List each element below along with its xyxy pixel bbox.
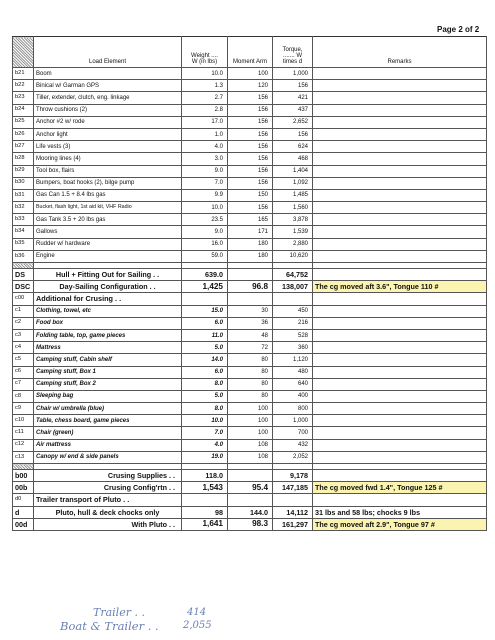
- moment-arm-value: 171: [228, 226, 273, 238]
- row-id: b22: [13, 80, 34, 92]
- header-weight-text: Weight .... W (in lbs): [191, 53, 218, 65]
- load-element: Chair (green): [34, 427, 182, 439]
- weight-value: 17.0: [182, 116, 228, 128]
- remarks-cell: The cg moved aft 3.6", Tongue 110 #: [313, 281, 487, 293]
- torque-value: 64,752: [273, 269, 313, 281]
- torque-value: 450: [273, 305, 313, 317]
- row-id: c8: [13, 390, 34, 402]
- load-element: Air mattress: [34, 439, 182, 451]
- row-id: c7: [13, 378, 34, 390]
- moment-arm-value: 72: [228, 342, 273, 354]
- weight-value: 1.3: [182, 80, 228, 92]
- load-element: Tiller, extender, clutch, eng. linkage: [34, 92, 182, 104]
- moment-arm-value: 156: [228, 202, 273, 214]
- row-id: c13: [13, 451, 34, 463]
- row-id: b34: [13, 226, 34, 238]
- torque-value: 156: [273, 80, 313, 92]
- torque-value: 432: [273, 439, 313, 451]
- table-row: [13, 238, 487, 250]
- header-remarks: Remarks: [313, 37, 487, 68]
- torque-value: 421: [273, 92, 313, 104]
- torque-value: [273, 293, 313, 305]
- load-element: Day-Sailing Configuration . .: [34, 281, 182, 293]
- summary-row: [13, 269, 487, 281]
- row-id: b29: [13, 165, 34, 177]
- summary-row: [13, 506, 487, 518]
- row-id: b35: [13, 238, 34, 250]
- load-element: Camping stuff, Box 1: [34, 366, 182, 378]
- table-row: [13, 354, 487, 366]
- row-id: b28: [13, 153, 34, 165]
- remarks-cell: [313, 390, 487, 402]
- load-table: [12, 36, 487, 531]
- header-row: [13, 37, 487, 68]
- torque-value: [273, 494, 313, 506]
- table-row: [13, 403, 487, 415]
- load-element: Gallows: [34, 226, 182, 238]
- row-id: c00: [13, 293, 34, 305]
- weight-value: 4.0: [182, 141, 228, 153]
- moment-arm-value: 156: [228, 92, 273, 104]
- moment-arm-value: 156: [228, 165, 273, 177]
- torque-value: 2,652: [273, 116, 313, 128]
- row-id: 00b: [13, 482, 34, 494]
- weight-value: 15.0: [182, 305, 228, 317]
- load-element: Hull + Fitting Out for Sailing . .: [34, 269, 182, 281]
- weight-balance-sheet: [12, 36, 486, 531]
- moment-arm-value: 96.8: [228, 281, 273, 293]
- moment-arm-value: [228, 269, 273, 281]
- load-element: Pluto, hull & deck chocks only: [34, 506, 182, 518]
- table-row: [13, 128, 487, 140]
- header-id-cell: [13, 37, 34, 68]
- weight-value: 1,641: [182, 518, 228, 530]
- weight-value: 4.0: [182, 439, 228, 451]
- table-row: [13, 165, 487, 177]
- moment-arm-value: 156: [228, 128, 273, 140]
- moment-arm-value: 120: [228, 80, 273, 92]
- weight-value: 2.8: [182, 104, 228, 116]
- section-row: [13, 494, 487, 506]
- torque-value: 528: [273, 329, 313, 341]
- remarks-cell: [313, 470, 487, 482]
- load-element: Canopy w/ end & side panels: [34, 451, 182, 463]
- table-row: [13, 427, 487, 439]
- remarks-cell: [313, 354, 487, 366]
- torque-value: 161,297: [273, 518, 313, 530]
- torque-value: 360: [273, 342, 313, 354]
- load-element: Folding table, top, game pieces: [34, 329, 182, 341]
- load-element: Gas Tank 3.5 + 20 lbs gas: [34, 214, 182, 226]
- weight-value: [182, 494, 228, 506]
- moment-arm-value: 36: [228, 317, 273, 329]
- torque-value: 10,620: [273, 250, 313, 262]
- load-element: Sleeping bag: [34, 390, 182, 402]
- row-id: d: [13, 506, 34, 518]
- row-id: c3: [13, 329, 34, 341]
- table-row: [13, 317, 487, 329]
- weight-value: 3.0: [182, 153, 228, 165]
- moment-arm-value: 165: [228, 214, 273, 226]
- torque-value: 1,092: [273, 177, 313, 189]
- table-row: [13, 451, 487, 463]
- remarks-cell: [313, 342, 487, 354]
- row-id: c1: [13, 305, 34, 317]
- load-element: Bumpers, boat hooks (2), bilge pump: [34, 177, 182, 189]
- weight-value: 1,543: [182, 482, 228, 494]
- torque-value: 640: [273, 378, 313, 390]
- remarks-cell: The cg moved fwd 1.4", Tongue 125 #: [313, 482, 487, 494]
- remarks-cell: [313, 427, 487, 439]
- header-load-element: Load Element: [34, 37, 182, 68]
- weight-value: 14.0: [182, 354, 228, 366]
- table-row: [13, 415, 487, 427]
- summary-row: [13, 281, 487, 293]
- weight-value: 6.0: [182, 317, 228, 329]
- moment-arm-value: 180: [228, 250, 273, 262]
- moment-arm-value: 108: [228, 451, 273, 463]
- row-id: b26: [13, 128, 34, 140]
- row-id: b36: [13, 250, 34, 262]
- moment-arm-value: 150: [228, 189, 273, 201]
- torque-value: 480: [273, 366, 313, 378]
- summary-row: [13, 518, 487, 530]
- header-weight: [182, 37, 228, 68]
- load-element: Crusing Config'rtn . .: [34, 482, 182, 494]
- load-element: Gas Can 1.5 + 8.4 lbs gas: [34, 189, 182, 201]
- row-id: b21: [13, 68, 34, 80]
- weight-value: 8.0: [182, 403, 228, 415]
- weight-value: 5.0: [182, 390, 228, 402]
- torque-value: 14,112: [273, 506, 313, 518]
- moment-arm-value: 95.4: [228, 482, 273, 494]
- weight-value: 7.0: [182, 177, 228, 189]
- load-element: Clothing, towel, etc: [34, 305, 182, 317]
- load-element: Engine: [34, 250, 182, 262]
- remarks-cell: [313, 128, 487, 140]
- table-row: [13, 177, 487, 189]
- torque-value: 400: [273, 390, 313, 402]
- load-element: Camping stuff, Box 2: [34, 378, 182, 390]
- load-element: Trailer transport of Pluto . .: [34, 494, 182, 506]
- row-id: b00: [13, 470, 34, 482]
- weight-value: 11.0: [182, 329, 228, 341]
- row-id: b24: [13, 104, 34, 116]
- row-id: b30: [13, 177, 34, 189]
- row-id: 00d: [13, 518, 34, 530]
- load-element: Anchor light: [34, 128, 182, 140]
- torque-value: 156: [273, 128, 313, 140]
- handwritten-trailer-label: Trailer . .: [93, 606, 145, 619]
- remarks-cell: [313, 202, 487, 214]
- row-id: c5: [13, 354, 34, 366]
- handwritten-trailer-value: 414: [187, 607, 207, 618]
- moment-arm-value: 80: [228, 378, 273, 390]
- torque-value: 138,007: [273, 281, 313, 293]
- remarks-cell: [313, 214, 487, 226]
- row-id: b32: [13, 202, 34, 214]
- weight-value: 10.0: [182, 68, 228, 80]
- torque-value: 624: [273, 141, 313, 153]
- table-row: [13, 390, 487, 402]
- row-id: d0: [13, 494, 34, 506]
- moment-arm-value: 156: [228, 153, 273, 165]
- handwritten-boat-trailer-value: 2,055: [183, 620, 212, 631]
- moment-arm-value: 80: [228, 366, 273, 378]
- moment-arm-value: 156: [228, 104, 273, 116]
- remarks-cell: [313, 68, 487, 80]
- torque-value: 2,880: [273, 238, 313, 250]
- load-element: Anchor #2 w/ rode: [34, 116, 182, 128]
- row-id: DSC: [13, 281, 34, 293]
- header-torque: [273, 37, 313, 68]
- table-row: [13, 68, 487, 80]
- row-id: c6: [13, 366, 34, 378]
- moment-arm-value: 98.3: [228, 518, 273, 530]
- remarks-cell: [313, 494, 487, 506]
- table-row: [13, 141, 487, 153]
- remarks-cell: [313, 104, 487, 116]
- row-id: b31: [13, 189, 34, 201]
- header-moment-arm: Moment Arm: [228, 37, 273, 68]
- load-element: Binical w/ Garman GPS: [34, 80, 182, 92]
- torque-value: 1,560: [273, 202, 313, 214]
- row-id: b25: [13, 116, 34, 128]
- torque-value: 1,000: [273, 415, 313, 427]
- load-element: Mattress: [34, 342, 182, 354]
- weight-value: [182, 293, 228, 305]
- table-row: [13, 342, 487, 354]
- torque-value: 1,120: [273, 354, 313, 366]
- table-row: [13, 92, 487, 104]
- load-element: Table, chess board, game pieces: [34, 415, 182, 427]
- load-element: Crusing Supplies . .: [34, 470, 182, 482]
- row-id: b23: [13, 92, 34, 104]
- remarks-cell: [313, 439, 487, 451]
- table-row: [13, 116, 487, 128]
- torque-value: 2,052: [273, 451, 313, 463]
- moment-arm-value: 100: [228, 415, 273, 427]
- weight-value: 8.0: [182, 378, 228, 390]
- torque-value: 468: [273, 153, 313, 165]
- torque-value: 3,878: [273, 214, 313, 226]
- load-element: Mooring lines (4): [34, 153, 182, 165]
- remarks-cell: [313, 189, 487, 201]
- torque-value: 1,404: [273, 165, 313, 177]
- torque-value: 1,539: [273, 226, 313, 238]
- remarks-cell: [313, 415, 487, 427]
- moment-arm-value: 100: [228, 68, 273, 80]
- load-element: Boom: [34, 68, 182, 80]
- weight-value: 10.0: [182, 202, 228, 214]
- moment-arm-value: 30: [228, 305, 273, 317]
- weight-value: 1.0: [182, 128, 228, 140]
- weight-value: 1,425: [182, 281, 228, 293]
- remarks-cell: [313, 238, 487, 250]
- weight-value: 9.0: [182, 226, 228, 238]
- table-row: [13, 104, 487, 116]
- torque-value: 437: [273, 104, 313, 116]
- remarks-cell: [313, 305, 487, 317]
- torque-value: 800: [273, 403, 313, 415]
- header-torque-text: Torque, ....... W times d: [282, 47, 303, 65]
- moment-arm-value: 156: [228, 141, 273, 153]
- weight-value: 16.0: [182, 238, 228, 250]
- weight-value: 9.0: [182, 165, 228, 177]
- remarks-cell: [313, 329, 487, 341]
- moment-arm-value: 180: [228, 238, 273, 250]
- remarks-cell: 31 lbs and 58 lbs; chocks 9 lbs: [313, 506, 487, 518]
- weight-value: 118.0: [182, 470, 228, 482]
- remarks-cell: [313, 451, 487, 463]
- row-id: c2: [13, 317, 34, 329]
- load-element: Rudder w/ hardware: [34, 238, 182, 250]
- remarks-cell: [313, 403, 487, 415]
- table-row: [13, 153, 487, 165]
- moment-arm-value: 80: [228, 390, 273, 402]
- row-id: c9: [13, 403, 34, 415]
- table-row: [13, 366, 487, 378]
- remarks-cell: [313, 366, 487, 378]
- remarks-cell: The cg moved aft 2.9", Tongue 97 #: [313, 518, 487, 530]
- weight-value: 19.0: [182, 451, 228, 463]
- torque-value: 147,185: [273, 482, 313, 494]
- row-id: c4: [13, 342, 34, 354]
- moment-arm-value: 100: [228, 403, 273, 415]
- summary-row: [13, 482, 487, 494]
- row-id: b27: [13, 141, 34, 153]
- weight-value: 6.0: [182, 366, 228, 378]
- moment-arm-value: 156: [228, 116, 273, 128]
- weight-value: 2.7: [182, 92, 228, 104]
- remarks-cell: [313, 317, 487, 329]
- weight-value: 59.0: [182, 250, 228, 262]
- table-row: [13, 80, 487, 92]
- table-row: [13, 250, 487, 262]
- weight-value: 639.0: [182, 269, 228, 281]
- remarks-cell: [313, 92, 487, 104]
- weight-value: 10.0: [182, 415, 228, 427]
- weight-value: 5.0: [182, 342, 228, 354]
- load-element: Life vests (3): [34, 141, 182, 153]
- table-row: [13, 214, 487, 226]
- table-row: [13, 329, 487, 341]
- moment-arm-value: 156: [228, 177, 273, 189]
- remarks-cell: [313, 80, 487, 92]
- torque-value: 216: [273, 317, 313, 329]
- remarks-cell: [313, 177, 487, 189]
- weight-value: 7.0: [182, 427, 228, 439]
- page-number: Page 2 of 2: [437, 25, 480, 34]
- torque-value: 1,000: [273, 68, 313, 80]
- torque-value: 700: [273, 427, 313, 439]
- load-element: Food box: [34, 317, 182, 329]
- table-row: [13, 378, 487, 390]
- moment-arm-value: [228, 293, 273, 305]
- remarks-cell: [313, 153, 487, 165]
- summary-row: [13, 470, 487, 482]
- load-element: Bucket, flash light, 1st aid kit, VHF Radio: [34, 202, 182, 214]
- moment-arm-value: 80: [228, 354, 273, 366]
- weight-value: 23.5: [182, 214, 228, 226]
- remarks-cell: [313, 378, 487, 390]
- moment-arm-value: 108: [228, 439, 273, 451]
- table-row: [13, 226, 487, 238]
- handwritten-boat-trailer-label: Boat & Trailer . .: [60, 619, 159, 633]
- row-id: b33: [13, 214, 34, 226]
- moment-arm-value: [228, 470, 273, 482]
- remarks-cell: [313, 165, 487, 177]
- row-id: c11: [13, 427, 34, 439]
- table-row: [13, 189, 487, 201]
- row-id: DS: [13, 269, 34, 281]
- load-element: Throw cushions (2): [34, 104, 182, 116]
- remarks-cell: [313, 293, 487, 305]
- section-row: [13, 293, 487, 305]
- load-element: Tool box, flairs: [34, 165, 182, 177]
- remarks-cell: [313, 269, 487, 281]
- torque-value: 9,178: [273, 470, 313, 482]
- moment-arm-value: 144.0: [228, 506, 273, 518]
- load-element: Chair w/ umbrella (blue): [34, 403, 182, 415]
- row-id: c10: [13, 415, 34, 427]
- remarks-cell: [313, 250, 487, 262]
- moment-arm-value: [228, 494, 273, 506]
- table-row: [13, 202, 487, 214]
- moment-arm-value: 48: [228, 329, 273, 341]
- remarks-cell: [313, 141, 487, 153]
- remarks-cell: [313, 116, 487, 128]
- table-row: [13, 439, 487, 451]
- weight-value: 9.9: [182, 189, 228, 201]
- table-row: [13, 305, 487, 317]
- weight-value: 98: [182, 506, 228, 518]
- row-id: c12: [13, 439, 34, 451]
- load-element: Camping stuff, Cabin shelf: [34, 354, 182, 366]
- remarks-cell: [313, 226, 487, 238]
- load-element: With Pluto . .: [34, 518, 182, 530]
- torque-value: 1,485: [273, 189, 313, 201]
- moment-arm-value: 100: [228, 427, 273, 439]
- load-element: Additional for Crusing . .: [34, 293, 182, 305]
